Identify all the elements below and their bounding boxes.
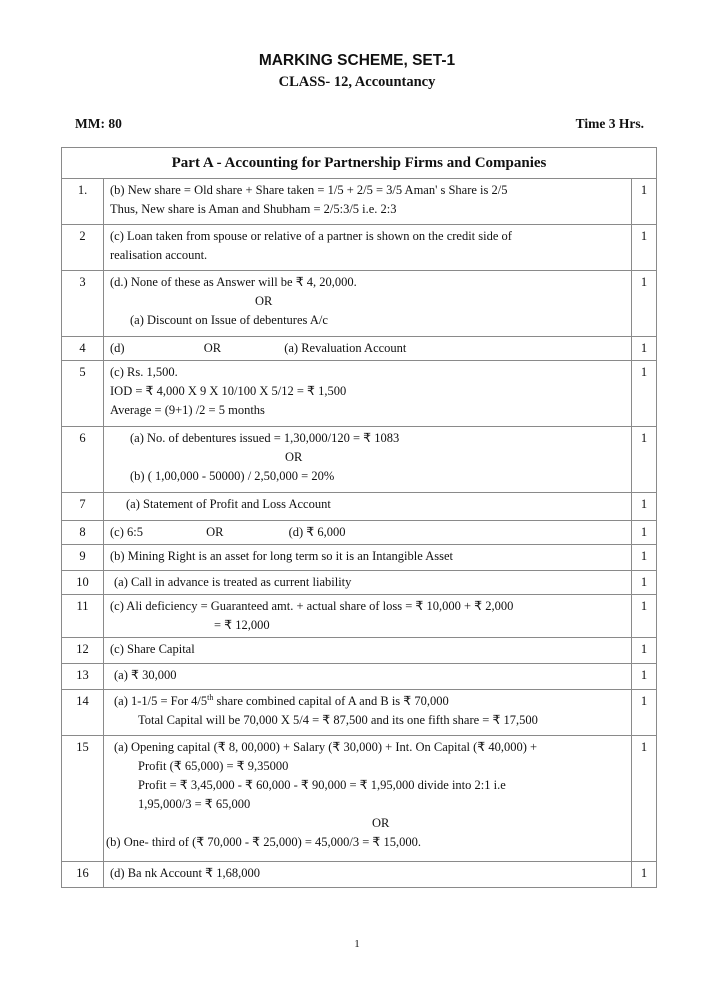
table-row (62, 545, 657, 571)
answer-line: (b) Mining Right is an asset for long term so it is an Intangible Asset (110, 549, 454, 563)
question-number: 4 (62, 337, 104, 361)
ordinal-suffix: th (207, 692, 214, 702)
table-row (62, 736, 657, 862)
answer-cell (104, 337, 632, 361)
marks: 1 (632, 638, 657, 664)
question-number: 14 (62, 690, 104, 736)
answer-line: Profit (₹ 65,000) = ₹ 9,35000 (138, 759, 289, 773)
answer-line: 1,95,000/3 = ₹ 65,000 (138, 797, 251, 811)
answer-option: (c) 6:5 (110, 525, 143, 539)
part-heading: Part A - Accounting for Partnership Firms and Companies (62, 148, 657, 179)
table-row (62, 571, 657, 595)
answer-line: (a) Statement of Profit and Loss Account (126, 497, 331, 511)
answer-cell (104, 638, 632, 664)
answer-line: Average = (9+1) /2 = 5 months (110, 403, 265, 417)
answer-cell (104, 493, 632, 521)
answer-cell (104, 571, 632, 595)
answer-cell (104, 271, 632, 337)
question-number: 10 (62, 571, 104, 595)
question-number: 12 (62, 638, 104, 664)
answer-option: (d) ₹ 6,000 (288, 525, 346, 539)
or-separator: OR (255, 294, 273, 308)
answer-line: IOD = ₹ 4,000 X 9 X 10/100 X 5/12 = ₹ 1,500 (110, 384, 347, 398)
answer-option: (d) (110, 341, 125, 355)
question-number: 2 (62, 225, 104, 271)
answer-cell (104, 427, 632, 493)
question-number: 1. (62, 179, 104, 225)
or-separator: OR (203, 341, 222, 355)
table-row (62, 337, 657, 361)
answer-cell (104, 664, 632, 690)
answer-line: (a) ₹ 30,000 (114, 668, 177, 682)
answer-line (110, 692, 625, 711)
or-separator: OR (206, 525, 224, 539)
answer-text: (a) 1-1/5 = For 4/5 (114, 694, 208, 708)
part-heading-row (62, 148, 657, 179)
answer-line: (a) Call in advance is treated as current liability (114, 575, 352, 589)
table-row (62, 690, 657, 736)
answer-cell (104, 595, 632, 638)
table-row (62, 361, 657, 427)
answer-line: (b) New share = Old share + Share taken = 1/5 + 2/5 = 3/5 Aman' s Share is 2/5 (110, 183, 508, 197)
marks: 1 (632, 361, 657, 427)
page-number: 1 (354, 938, 360, 950)
question-number: 5 (62, 361, 104, 427)
answer-line: (d.) None of these as Answer will be ₹ 4, 20,000. (110, 275, 357, 289)
answer-line: (a) Opening capital (₹ 8, 00,000) + Salary (₹ 30,000) + Int. On Capital (₹ 40,000) + (114, 740, 538, 754)
marks: 1 (632, 595, 657, 638)
answer-line: (b) ( 1,00,000 - 50000) / 2,50,000 = 20% (130, 469, 335, 483)
answer-cell (104, 361, 632, 427)
answer-line: (b) One- third of (₹ 70,000 - ₹ 25,000) = 45,000/3 = ₹ 15,000. (106, 835, 422, 849)
answer-cell (104, 225, 632, 271)
marks: 1 (632, 664, 657, 690)
answer-cell (104, 521, 632, 545)
answer-cell (104, 545, 632, 571)
marks: 1 (632, 862, 657, 888)
marks: 1 (632, 521, 657, 545)
question-number: 3 (62, 271, 104, 337)
marks: 1 (632, 736, 657, 862)
marks: 1 (632, 337, 657, 361)
table-row (62, 664, 657, 690)
table-row (62, 493, 657, 521)
answer-line: (c) Share Capital (110, 642, 195, 656)
max-marks: MM: 80 (75, 116, 122, 131)
question-number: 13 (62, 664, 104, 690)
answer-line: (c) Rs. 1,500. (110, 365, 178, 379)
answer-text: share combined capital of A and B is ₹ 70,000 (213, 694, 449, 708)
marks: 1 (632, 225, 657, 271)
answer-line: realisation account. (110, 248, 208, 262)
question-number: 16 (62, 862, 104, 888)
marks: 1 (632, 545, 657, 571)
table-row (62, 427, 657, 493)
marking-scheme-table (61, 147, 657, 888)
table-row (62, 271, 657, 337)
marks: 1 (632, 427, 657, 493)
answer-line: (a) Discount on Issue of debentures A/c (130, 313, 328, 327)
answer-line: (d) Ba nk Account ₹ 1,68,000 (110, 866, 260, 880)
answer-cell (104, 736, 632, 862)
answer-line: (c) Loan taken from spouse or relative of a partner is shown on the credit side of (110, 229, 512, 243)
answer-cell (104, 862, 632, 888)
time-allowed: Time 3 Hrs. (575, 116, 644, 131)
answer-line: (a) No. of debentures issued = 1,30,000/120 = ₹ 1083 (130, 431, 400, 445)
marks: 1 (632, 271, 657, 337)
marks: 1 (632, 179, 657, 225)
answer-line: Profit = ₹ 3,45,000 - ₹ 60,000 - ₹ 90,000 = ₹ 1,95,000 divide into 2:1 i.e (138, 778, 506, 792)
table-row (62, 638, 657, 664)
answer-line: = ₹ 12,000 (214, 618, 270, 632)
table-row (62, 595, 657, 638)
question-number: 7 (62, 493, 104, 521)
marks: 1 (632, 493, 657, 521)
answer-option: (a) Revaluation Account (284, 341, 407, 355)
document-subtitle: CLASS- 12, Accountancy (278, 74, 436, 90)
answer-line: Thus, New share is Aman and Shubham = 2/5:3/5 i.e. 2:3 (110, 202, 397, 216)
question-number: 15 (62, 736, 104, 862)
table-row (62, 179, 657, 225)
table-row (62, 225, 657, 271)
answer-cell (104, 179, 632, 225)
or-separator: OR (285, 450, 303, 464)
document-title: MARKING SCHEME, SET-1 (258, 52, 456, 69)
table-row (62, 862, 657, 888)
question-number: 11 (62, 595, 104, 638)
table-row (62, 521, 657, 545)
question-number: 9 (62, 545, 104, 571)
question-number: 6 (62, 427, 104, 493)
question-number: 8 (62, 521, 104, 545)
answer-line: Total Capital will be 70,000 X 5/4 = ₹ 87,500 and its one fifth share = ₹ 17,500 (138, 713, 538, 727)
or-separator: OR (372, 816, 390, 830)
answer-line: (c) Ali deficiency = Guaranteed amt. + actual share of loss = ₹ 10,000 + ₹ 2,000 (110, 599, 514, 613)
answer-cell (104, 690, 632, 736)
marks: 1 (632, 690, 657, 736)
marks: 1 (632, 571, 657, 595)
